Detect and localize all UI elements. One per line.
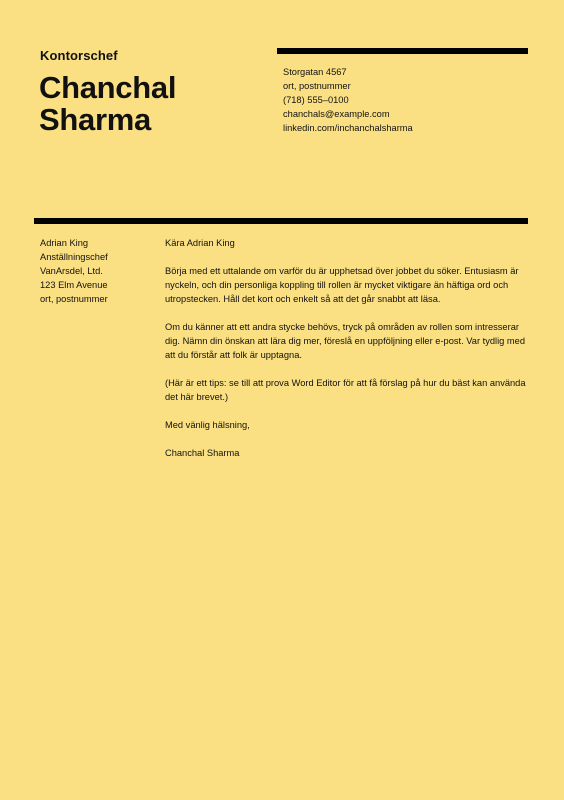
recipient-name: Adrian King: [40, 238, 89, 248]
letter-greeting: Kära Adrian King: [165, 238, 235, 248]
letter-paragraph: (Här är ett tips: se till att prova Word Editor för att få förslag på hur du bäst kan använda det här brevet.): [165, 378, 526, 402]
letter-signature: Chanchal Sharma: [165, 448, 240, 458]
applicant-first-name: Chanchal: [39, 70, 177, 105]
contact-phone: (718) 555–0100: [283, 95, 349, 105]
contact-address: Storgatan 4567: [283, 67, 347, 77]
letter-paragraph: Börja med ett uttalande om varför du är upphetsad över jobbet du söker. Entusiasm är nyckeln, och din personliga koppling till rollen är mycket viktigare än häftiga ord och utropstecken. Håll det kort och enkelt så att det går snabbt att läsa.: [165, 266, 519, 304]
recipient-title: Anställningschef: [40, 252, 108, 262]
recipient-city: ort, postnummer: [40, 294, 108, 304]
recipient-info: [40, 236, 108, 306]
letter-body: [165, 236, 527, 474]
letter-closing: Med vänlig hälsning,: [165, 420, 250, 430]
recipient-company: VanArsdel, Ltd.: [40, 266, 103, 276]
header-divider: [277, 48, 528, 54]
applicant-name: [39, 72, 176, 136]
recipient-street: 123 Elm Avenue: [40, 280, 108, 290]
contact-email: chanchals@example.com: [283, 109, 390, 119]
contact-linkedin: linkedin.com/inchanchalsharma: [283, 123, 413, 133]
contact-info: [283, 65, 413, 135]
applicant-last-name: Sharma: [39, 102, 151, 137]
contact-city: ort, postnummer: [283, 81, 351, 91]
letter-paragraph: Om du känner att ett andra stycke behövs, tryck på områden av rollen som intresserar dig. Nämn din önskan att lära dig mer, föreslå en uppföljning eller e-post. Var tydlig med att du förstår att folk är upptagna.: [165, 322, 526, 360]
job-title: Kontorschef: [40, 48, 118, 63]
body-divider: [34, 218, 528, 224]
